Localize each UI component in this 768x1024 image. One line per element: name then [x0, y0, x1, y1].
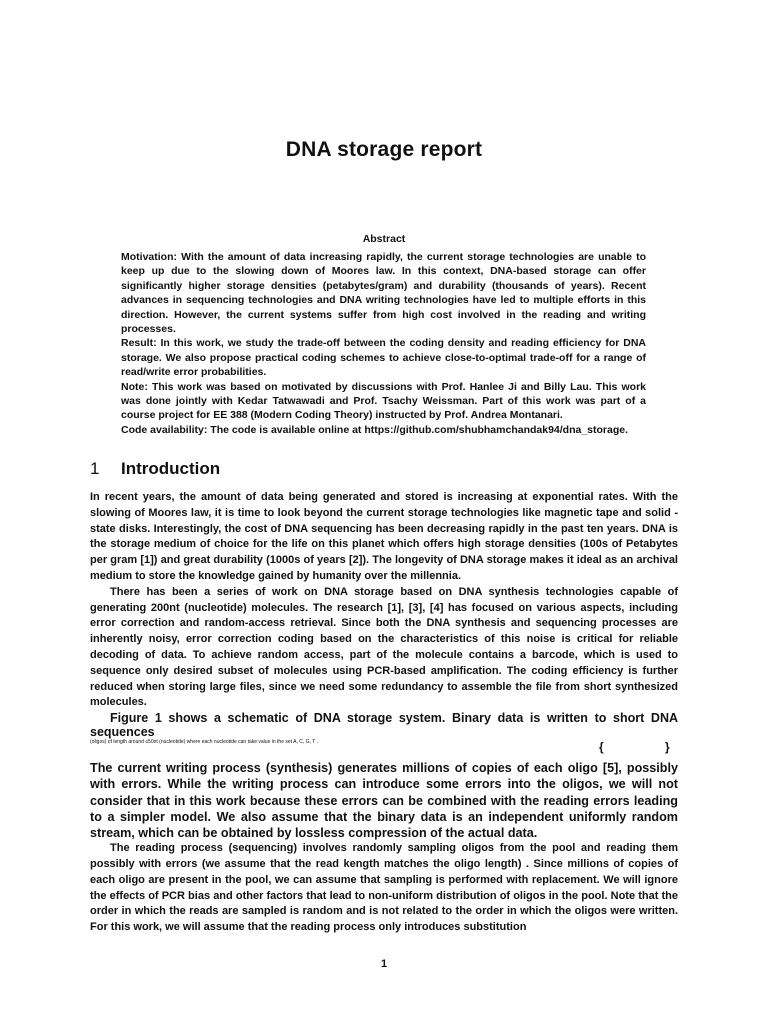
section-title: Introduction: [121, 459, 221, 478]
section-heading: [90, 459, 220, 479]
paragraph: In recent years, the amount of data being generated and stored is increasing at exponential rates. With the slowing of Moores law, it is time to look beyond the current storage technologies like magnetic tape and solid -state disks. Interestingly, the cost of DNA sequencing has been decreasing rapidly in the past ten years. DNA is the storage medium of choice for the life on this planet which offers high storage densities (100s of Petabytes per gram [1]) and great durability (1000s of years [2]). The longevity of DNA storage makes it ideal as an archival medium to store the knowledge gained by humanity over the millennia.: [90, 491, 678, 582]
paragraph: There has been a series of work on DNA storage based on DNA synthesis technologies capable of generating 200nt (nucleotide) molecules. The research [1], [3], [4] has focused on various aspects, including error correction and random-access retrieval. Since both the DNA synthesis and sequencing processes are inherently noisy, error correction coding based on the characteristics of this noise is critical for reliable decoding of data. To achieve random access, part of the molecule contains a barcode, which is used to sequence only desired subset of molecules using PCR-based amplification. The coding efficiency is further reduced when storing large files, since we need some redundancy to assemble the file from short synthesized molecules.: [90, 585, 678, 709]
paragraph-figure-reference: Figure 1 shows a schematic of DNA storage system. Binary data is written to short DNA sequences: [90, 711, 678, 740]
abstract-body: [121, 250, 646, 437]
paragraph: The reading process (sequencing) involves randomly sampling oligos from the pool and reading them possibly with errors (we assume that the read kength matches the oligo length) . Since millions of copies of each oligo are present in the pool, we can assume that sampling is performed with replacement. We will ignore the effects of PCR bias and other factors that lead to non-uniform distribution of oligos in the pool. Note that the order in which the reads are sampled is random and is not related to the order in which the oligos were written. For this work, we will assume that the reading process only introduces substitution: [90, 842, 678, 934]
abstract-motivation: Motivation: With the amount of data increasing rapidly, the current storage technologies are unable to keep up due to the slowing down of Moores law. In this context, DNA-based storage can offer significantly higher storage densities (petabytes/gram) and durability (thousands of years). Recent advances in sequencing technologies and DNA writing technologies have led to multiple efforts in this direction. However, the current systems suffer from high cost involved in the reading and writing processes.: [121, 251, 646, 336]
paragraph: The current writing process (synthesis) generates millions of copies of each oligo [5], possibly with errors. While the writing process can introduce some errors into the oligos, we will not consider that in this work because these errors can be combined with the reading errors leading to a simpler model. We also assume that the binary data is an independent uniformly random stream, which can be obtained by lossless compression of the actual data.: [90, 761, 678, 840]
abstract-note: Note: This work was based on motivated by discussions with Prof. Hanlee Ji and Billy Lau. This work was done jointly with Kedar Tatwawadi and Prof. Tsachy Weissman. Part of this work was part of a course project for EE 388 (Modern Coding Theory) instructed by Prof. Andrea Montanari.: [121, 380, 646, 422]
abstract-result: Result: In this work, we study the trade-off between the coding density and reading efficiency for DNA storage. We also propose practical coding schemes to achieve close-to-optimal trade-off for a range of read/write error probabilities.: [121, 337, 646, 379]
brace-open: {: [599, 740, 604, 755]
page-number: 1: [380, 958, 388, 970]
abstract-code-availability: Code availability: The code is available online at https://github.com/shubhamchandak94/dna_storage.: [121, 423, 629, 436]
paragraph-small-text: (oligos) of length around ≤50nt (nucleotide) where each nucleotide can take value in the set A, C, G, T .: [90, 739, 318, 746]
brace-close: }: [665, 740, 670, 755]
section-number: 1: [90, 459, 100, 478]
paper-title: DNA storage report: [285, 138, 483, 161]
abstract-heading: Abstract: [362, 233, 406, 245]
section-body: [90, 490, 678, 936]
